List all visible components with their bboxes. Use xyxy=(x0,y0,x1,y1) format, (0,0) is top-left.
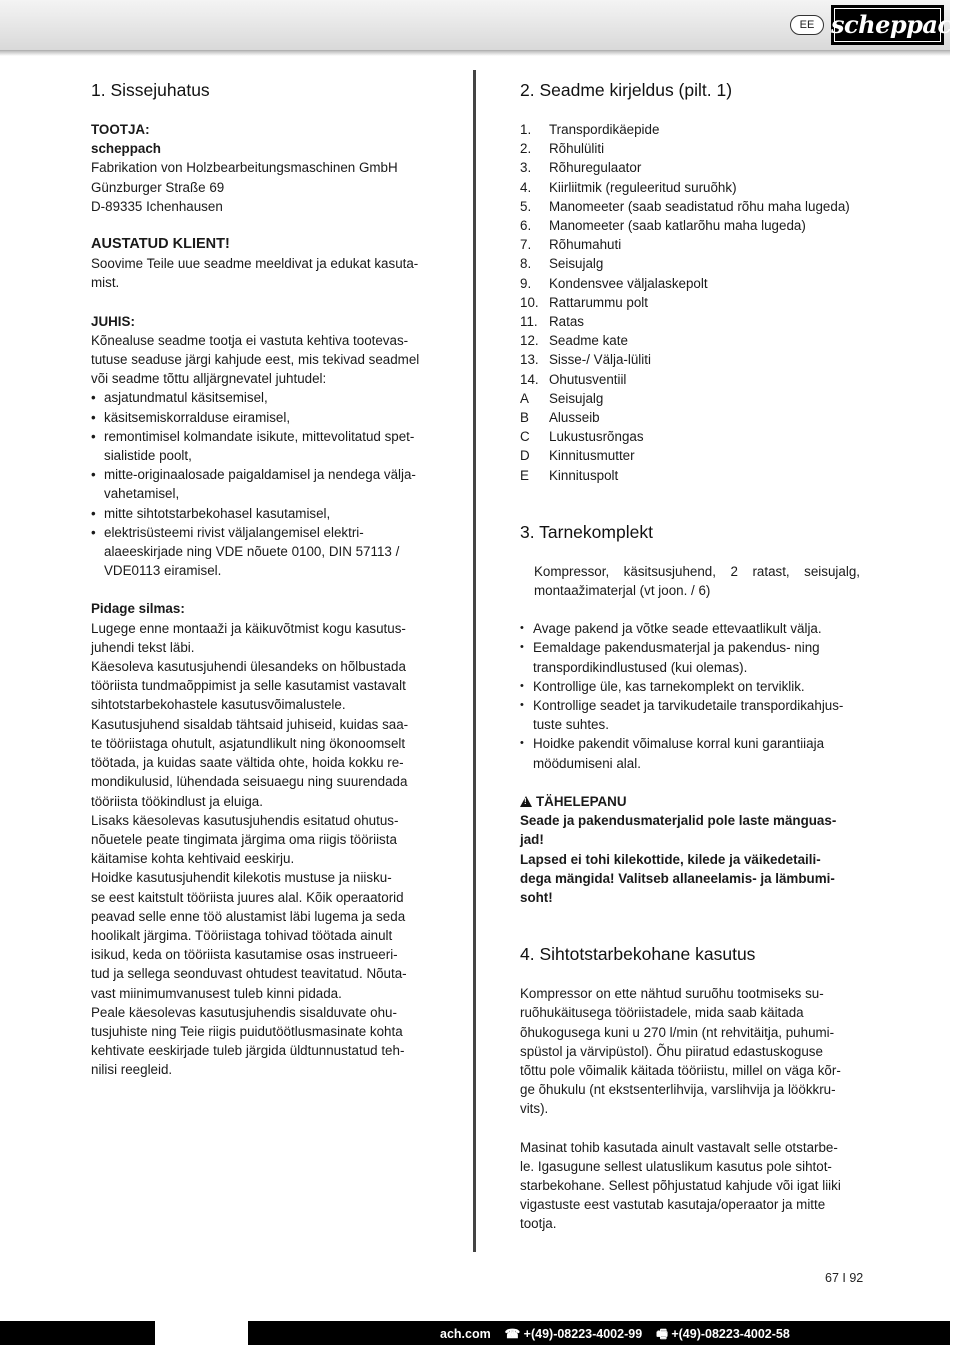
column-divider xyxy=(473,70,476,1252)
intended-use-paragraph-2 xyxy=(520,1138,860,1234)
footer-fax: 🖷 +(49)-08223-4002-58 xyxy=(656,1327,790,1341)
parts-list-item: 1. Transpordikäepide xyxy=(520,122,660,137)
text-line: dega mängida! Valitseb allaneelamis- ja lämbumi- xyxy=(520,870,835,886)
parts-list-item: C Lukustusrõngas xyxy=(520,429,644,445)
text-line: vigastuste eest vastutab kasutaja/operaator ja mitte xyxy=(520,1197,826,1213)
text-line: Lapsed ei tohi kilekottide, kilede ja väikedetaili- xyxy=(520,851,821,867)
unpacking-bullet-list xyxy=(520,619,860,773)
list-item: • mitte-originaalosade paigaldamisel ja nendega välja- vahetamisel, xyxy=(91,465,431,503)
list-item: • asjatundmatul käsitsemisel, xyxy=(91,388,431,407)
list-item: • remontimisel kolmandate isikute, mittevolitatud spet- sialistide poolt, xyxy=(91,427,431,465)
text-line: tutuse seaduse järgi kahjude eest, mis tekivad seadmel xyxy=(91,352,420,368)
parts-list-item: 3. Rõhuregulaator xyxy=(520,160,642,176)
text-line: tööriista tundmaõppimist ja selle kasutamist vastavalt xyxy=(91,678,406,694)
text-line: nilisi reegleid. xyxy=(91,1062,173,1078)
liability-bullet-list xyxy=(91,388,431,580)
left-column xyxy=(91,80,431,1080)
section-heading-delivery: 3. Tarnekomplekt xyxy=(520,521,653,542)
parts-list-item: 5. Manomeeter (saab seadistatud rõhu maha lugeda) xyxy=(520,198,850,214)
delivery-contents xyxy=(520,562,860,600)
parts-list-item: 4. Kiirliitmik (reguleeritud suruõhk) xyxy=(520,179,737,195)
parts-list-item: 9. Kondensvee väljalaskepolt xyxy=(520,275,708,291)
intended-use-paragraph-1 xyxy=(520,984,860,1118)
text-line: Kõnealuse seadme tootja ei vastuta kehtiva tootevas- xyxy=(91,332,409,348)
text-line: Peale käesolevas kasutusjuhendis sisalduvate ohu- xyxy=(91,1004,397,1020)
text-line: tõttu pole võimalik käitada tööriistu, millel on väga kõr- xyxy=(520,1062,841,1078)
text-line: starbekohane. Sellest põhjustatud kahjude või igat liiki xyxy=(520,1177,841,1193)
address-line: D-89335 Ichenhausen xyxy=(91,198,223,214)
list-item: • Avage pakend ja võtke seade ettevaatlikult välja. xyxy=(520,619,860,638)
list-item: • Hoidke pakendit võimaluse korral kuni garantiiaja möödumiseni alal. xyxy=(520,734,860,772)
attention-paragraph xyxy=(91,619,431,1080)
text-line: vast miinimumvanusest tuleb kinni pidada. xyxy=(91,985,342,1001)
list-item: • mitte sihtotstarbekohasel kasutamisel, xyxy=(91,504,431,523)
text-line: Hoidke kasutusjuhendit kilekotis mustuse ja niisku- xyxy=(91,870,392,886)
parts-list-item: 6. Manomeeter (saab katlarõhu maha lugeda) xyxy=(520,218,806,234)
text-line: jad! xyxy=(520,832,544,848)
page-number: 67 I 92 xyxy=(825,1271,864,1285)
parts-list-item: 2. Rõhulüliti xyxy=(520,141,605,157)
section-heading-intended-use: 4. Sihtotstarbekohane kasutus xyxy=(520,944,756,965)
text-line: tusjuhiste ning Teie riigis puidutöötlusmasinate kohta xyxy=(91,1023,403,1039)
parts-list-item: 10. Rattarummu polt xyxy=(520,294,648,310)
brand-name: scheppach xyxy=(91,141,161,157)
text-line: hoolikalt järgima. Tööriistaga tohivad töötada ainult xyxy=(91,927,393,943)
footer-white-block xyxy=(155,1321,248,1345)
list-item: • elektrisüsteemi rivist väljalangemisel elektri- alaeeskirjade ning VDE nõuete 0100, DIN 57113 / VDE0113 eiramisel. xyxy=(91,523,431,581)
customer-greeting-label: AUSTATUD KLIENT! xyxy=(91,236,230,253)
text-line: Masinat tohib kasutada ainult vastavalt selle otstarbe- xyxy=(520,1139,838,1155)
text-line: või seadme tõttu alljärgnevatel juhtudel: xyxy=(91,371,327,387)
language-badge: EE xyxy=(790,15,824,35)
address-line: Fabrikation von Holzbearbeitungsmaschinen GmbH xyxy=(91,160,398,176)
text-line: Kompressor, käsitsusjuhend, 2 ratast, seisujalg, xyxy=(534,563,860,579)
text-line: ruõhukäitusega tööriistadele, mida saab käitada xyxy=(520,1005,804,1021)
section-heading-description: 2. Seadme kirjeldus (pilt. 1) xyxy=(520,80,733,100)
parts-list-item: 14. Ohutusventiil xyxy=(520,371,627,387)
text-line: mondikulusid, lühendada seisuaegu ning suurendada xyxy=(91,774,408,790)
text-line: Käesoleva kasutusjuhendi ülesandeks on hõlbustada xyxy=(91,659,406,675)
text-line: Kasutusjuhend sisaldab tähtsaid juhiseid, kuidas saa- xyxy=(91,716,409,732)
list-item: • Kontrollige seadet ja tarvikudetaile transpordikahjus- tuste suhtes. xyxy=(520,696,860,734)
text-line: Lugege enne montaaži ja käikuvõtmist kogu kasutus- xyxy=(91,620,406,636)
parts-list-item: D Kinnitusmutter xyxy=(520,448,635,464)
text-line: juhendi tekst läbi. xyxy=(91,639,195,655)
parts-list-item: 11. Ratas xyxy=(520,314,584,330)
text-line: kehtivate eeskirjade tuleb järgida üldtunnustatud teh- xyxy=(91,1043,405,1059)
text-line: ge õhukulu (nt ekstsenterlihvija, varslihvija ja löökkru- xyxy=(520,1082,836,1098)
footer-contact xyxy=(440,1325,790,1346)
text-line: Soovime Teile uue seadme meeldivat ja edukat kasuta- xyxy=(91,256,419,272)
parts-list-item: B Alusseib xyxy=(520,410,600,426)
text-line: õhukogusega kuni u 270 l/min (nt rehvitäitja, puhumi- xyxy=(520,1024,835,1040)
text-line: vits). xyxy=(520,1101,549,1117)
note-label: JUHIS: xyxy=(91,313,135,329)
text-line: mist. xyxy=(91,275,120,291)
text-line: tud ja sellega seonduvast ohtudest teavitatud. Nõuta- xyxy=(91,966,407,982)
text-line: te tööriistaga ohutult, asjatundlikult ning ökonoomselt xyxy=(91,735,406,751)
text-line: tööriista töökindlust ja eluiga. xyxy=(91,793,263,809)
text-line: sihtotstarbekohastele kasutusvõimalustele. xyxy=(91,697,346,713)
text-line: Lisaks käesolevas kasutusjuhendis esitatud ohutus- xyxy=(91,812,399,828)
list-item: • Eemaldage pakendusmaterjal ja pakendus- ning transpordikindlustused (kui olemas). xyxy=(520,638,860,676)
logo-frame xyxy=(834,8,941,42)
header-shadow xyxy=(0,50,950,56)
list-item: • käsitsemiskorralduse eiramisel, xyxy=(91,408,431,427)
text-line: Kompressor on ette nähtud suruõhu tootmiseks su- xyxy=(520,986,824,1002)
parts-list-item: 13. Sisse-/ Välja-lüliti xyxy=(520,352,651,368)
section-heading-intro: 1. Sissejuhatus xyxy=(91,80,210,100)
text-line: se eest kaitstult tööriista juures alal. Kõik operaatorid xyxy=(91,889,404,905)
text-line: spüstol ja värvipüstol). Õhu piiratud edastuskoguse xyxy=(520,1043,823,1059)
manufacturer-label: TOOTJA: xyxy=(91,122,150,137)
attention-label: Pidage silmas: xyxy=(91,601,185,617)
parts-list xyxy=(520,120,860,485)
text-line: nõuetele peate tingimata järgima oma riigis tööriista xyxy=(91,831,397,847)
warning-triangle-icon xyxy=(520,796,532,807)
footer-website: ach.com xyxy=(440,1327,491,1341)
footer-phone: ☎ +(49)-08223-4002-99 xyxy=(504,1327,643,1341)
warning-heading: !TÄHELEPANU xyxy=(520,792,860,811)
text-line: käitamise kohta kehtivaid eeskirju. xyxy=(91,851,295,867)
warning-text xyxy=(520,811,860,907)
brand-logo: scheppach xyxy=(831,5,944,45)
text-line: soht! xyxy=(520,889,553,905)
text-line: tootja. xyxy=(520,1216,557,1232)
text-line: le. Igasugune sellest ulatuslikum kasutus pole sihtot- xyxy=(520,1158,832,1174)
text-line: montaažimaterjal (vt joon. / 6) xyxy=(534,583,711,599)
parts-list-item: A Seisujalg xyxy=(520,390,604,406)
address-line: Günzburger Straße 69 xyxy=(91,179,225,195)
text-line: isikud, keda on tööriista kasutamise osas instrueeri- xyxy=(91,947,398,963)
parts-list-item: 8. Seisujalg xyxy=(520,256,604,272)
parts-list-item: E Kinnituspolt xyxy=(520,467,619,483)
right-column xyxy=(520,80,860,1234)
list-item: • Kontrollige üle, kas tarnekomplekt on terviklik. xyxy=(520,677,860,696)
parts-list-item: 12. Seadme kate xyxy=(520,333,628,349)
text-line: Seade ja pakendusmaterjalid pole laste mänguas- xyxy=(520,813,837,829)
text-line: peavad selle enne töö alustamist läbi lugema ja seda xyxy=(91,908,406,924)
parts-list-item: 7. Rõhumahuti xyxy=(520,237,622,253)
text-line: töötada, ja kuidas saate vältida ohte, hoida kokku re- xyxy=(91,755,404,771)
